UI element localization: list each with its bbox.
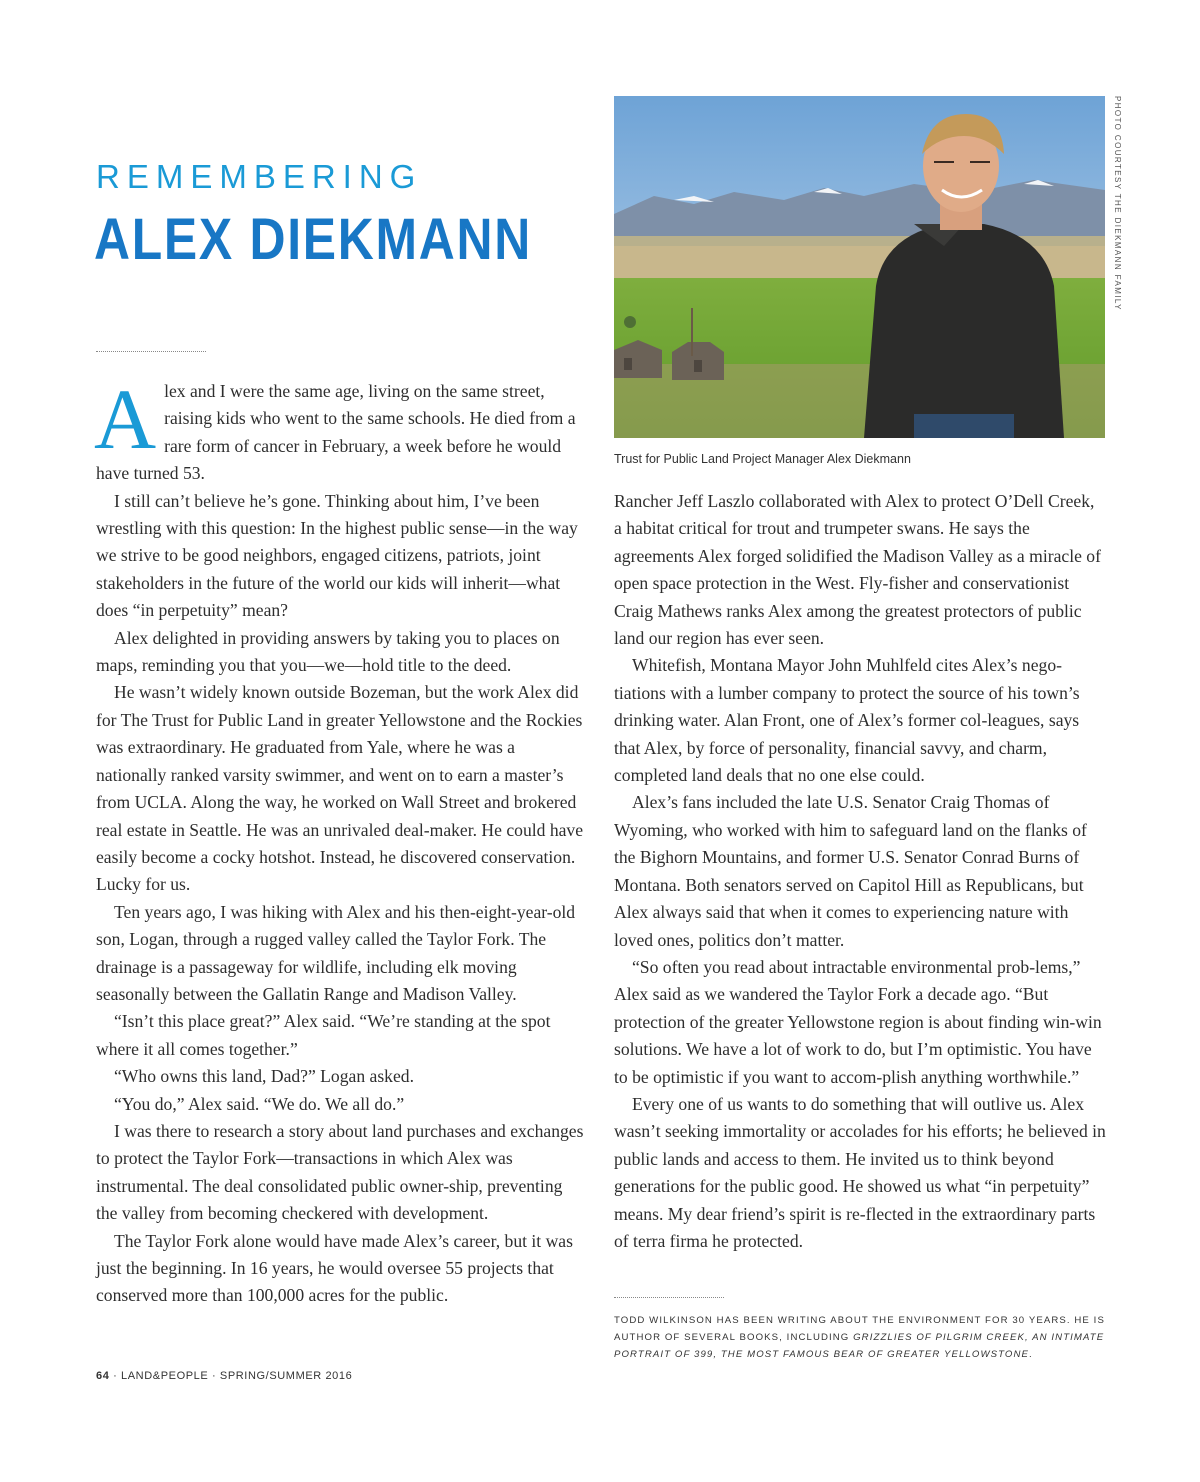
paragraph: He wasn’t widely known outside Bozeman, but the work Alex did for The Trust for Public Land in greater Yellowstone and the Rockies was extraordinary. He graduated from Yale, where he was a nationally ranked varsity swimmer, and went on to earn a master’s from UCLA. Along the way, he worked on Wall Street and brokered real estate in Seattle. He was an unrivaled deal-maker. He could have easily become a cocky hotshot. Instead, he discovered conservation. Lucky for us. xyxy=(96,682,584,895)
paragraph: “So often you read about intractable environmental prob-lems,” Alex said as we wandered the Taylor Fork a decade ago. “But protection of the greater Yellowstone region is about finding win-win solutions. We have a lot of work to do, but I’m optimistic. You have to be optimistic if you want to accom-plish anything worthwhile.” xyxy=(614,956,1102,1087)
paragraph: I was there to research a story about land purchases and exchanges to protect the Taylor Fork—transactions in which Alex was instrumental. The deal consolidated public owner-ship, preventing the valley from becoming checkered with development. xyxy=(96,1120,584,1224)
page-footer xyxy=(96,1370,352,1382)
photo-caption: Trust for Public Land Project Manager Alex Diekmann xyxy=(614,452,911,466)
paragraph: “Who owns this land, Dad?” Logan asked. xyxy=(114,1066,414,1087)
article-title: ALEX DIEKMANN xyxy=(94,207,533,272)
paragraph: Alex’s fans included the late U.S. Senator Craig Thomas of Wyoming, who worked with him to safeguard land on the flanks of the Bighorn Mountains, and former U.S. Senator Conrad Burns of Montana. Both senators served on Capitol Hill as Republicans, but Alex always said that when it comes to experiencing nature with loved ones, politics don’t matter. xyxy=(614,792,1087,950)
paragraph: I still can’t believe he’s gone. Thinking about him, I’ve been wrestling with this question: In the highest public sense—in the way we strive to be good neighbors, engaged citizens, patriots, joint stakeholders in the future of the world our kids will inherit—what does “in perpetuity” mean? xyxy=(96,490,578,621)
author-bio: TODD WILKINSON HAS BEEN WRITING ABOUT THE ENVIRONMENT FOR 30 YEARS. HE IS AUTHOR OF SEVERAL BOOKS, INCLUDING GRIZZLIES OF PILGRIM CREEK, AN INTIMATE PORTRAIT OF 399, THE MOST FAMOUS BEAR OF GREATER YELLOWSTONE. xyxy=(614,1315,1105,1360)
article-kicker: REMEMBERING xyxy=(96,158,423,195)
title-divider xyxy=(96,351,206,352)
article-photo xyxy=(614,96,1105,438)
paragraph: Rancher Jeff Laszlo collaborated with Alex to protect O’Dell Creek, a habitat critical for trout and trumpeter swans. He says the agreements Alex forged solidified the Madison Valley as a miracle of open space protection in the West. Fly-fisher and conservationist Craig Mathews ranks Alex among the greatest protectors of public land our region has ever seen. xyxy=(614,491,1101,649)
paragraph: The Taylor Fork alone would have made Alex’s career, but it was just the beginning. In 16 years, he would oversee 55 projects that conserved more than 100,000 acres for the public. xyxy=(96,1230,573,1306)
portrait-photo-illustration xyxy=(614,96,1105,438)
book-title: GRIZZLIES OF PILGRIM CREEK, AN INTIMATE PORTRAIT OF 399, THE MOST FAMOUS BEAR OF GREATER YELLOWSTONE xyxy=(614,1332,1105,1360)
article-column-left xyxy=(94,371,588,1310)
publication-info: · LAND&PEOPLE · SPRING/SUMMER 2016 xyxy=(109,1370,353,1382)
page-number: 64 xyxy=(96,1370,110,1382)
photo-credit: PHOTO COURTESY THE DIEKMANN FAMILY xyxy=(1113,96,1122,311)
paragraph: Every one of us wants to do something that will outlive us. Alex wasn’t seeking immortality or accolades for his efforts; he believed in public lands and access to them. He invited us to think beyond generations for the public good. He showed us what “in perpetuity” means. My dear friend’s spirit is re-flected in the extraordinary parts of terra firma he protected. xyxy=(614,1093,1106,1251)
paragraph: Ten years ago, I was hiking with Alex and his then-eight-year-old son, Logan, through a rugged valley called the Taylor Fork. The drainage is a passageway for wildlife, including elk moving seasonally between the Gallatin Range and Madison Valley. xyxy=(96,901,576,1004)
drop-cap: A xyxy=(94,371,157,467)
paragraph: Alex delighted in providing answers by taking you to places on maps, reminding you that you—we—hold title to the deed. xyxy=(96,627,560,676)
bio-divider xyxy=(614,1297,724,1298)
paragraph: “You do,” Alex said. “We do. We all do.” xyxy=(114,1093,405,1114)
paragraph: Whitefish, Montana Mayor John Muhlfeld cites Alex’s nego-tiations with a lumber company to protect the source of his town’s drinking water. Alan Front, one of Alex’s former col-leagues, says that Alex, by force of personality, financial savvy, and charm, completed land deals that no one else could. xyxy=(614,655,1080,786)
paragraph: Alex and I were the same age, living on the same street, raising kids who went to the same schools. He died from a rare form of cancer in February, a week before he would have turned 53. xyxy=(94,371,576,484)
article-column-right xyxy=(614,488,1106,1255)
paragraph: “Isn’t this place great?” Alex said. “We’re standing at the spot where it all comes together.” xyxy=(96,1011,551,1059)
